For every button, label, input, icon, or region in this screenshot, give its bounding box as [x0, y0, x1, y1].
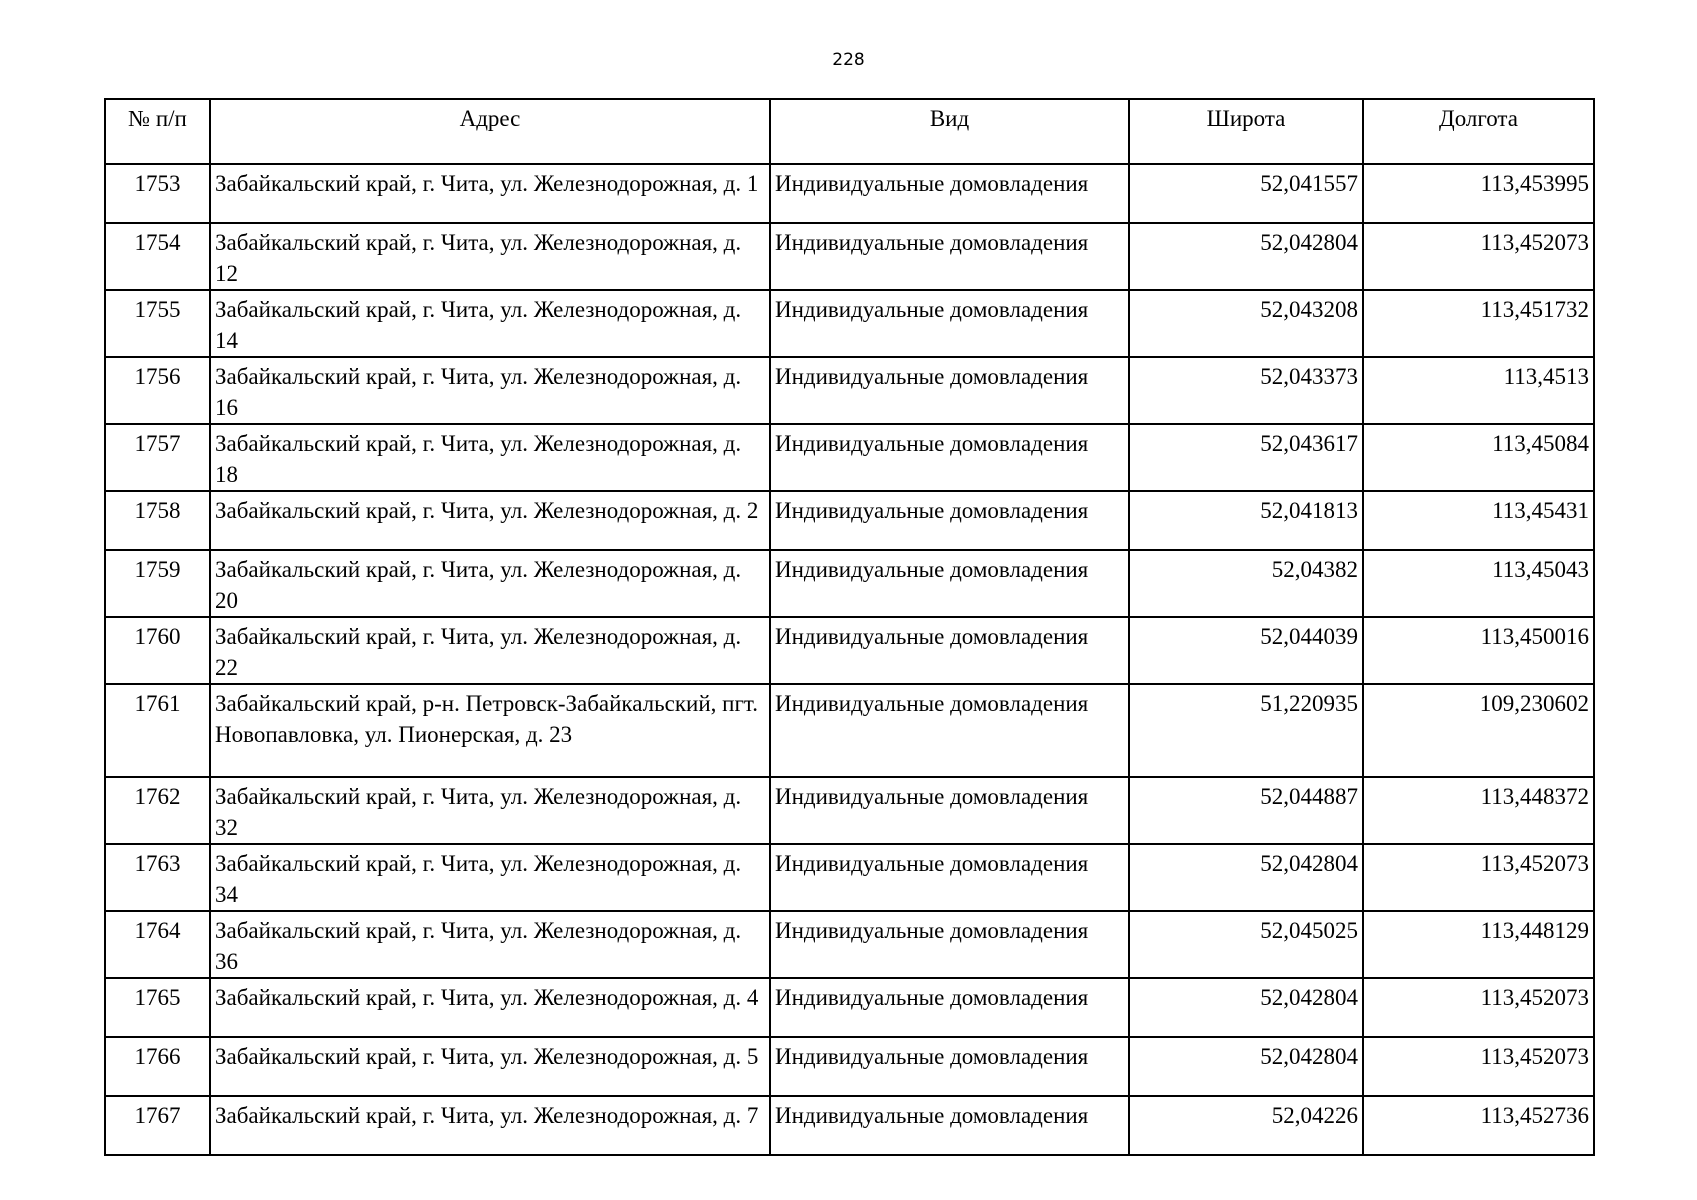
row-kind: Индивидуальные домовладения	[770, 290, 1129, 357]
row-latitude: 51,220935	[1129, 684, 1363, 777]
row-kind: Индивидуальные домовладения	[770, 223, 1129, 290]
table-row	[105, 684, 1594, 777]
table-row	[105, 491, 1594, 550]
table-row	[105, 978, 1594, 1037]
row-longitude: 113,4513	[1363, 357, 1594, 424]
table-row	[105, 424, 1594, 491]
table-row	[105, 550, 1594, 617]
row-latitude: 52,042804	[1129, 844, 1363, 911]
table-row	[105, 223, 1594, 290]
row-kind: Индивидуальные домовладения	[770, 684, 1129, 777]
row-kind: Индивидуальные домовладения	[770, 1037, 1129, 1096]
row-kind: Индивидуальные домовладения	[770, 1096, 1129, 1155]
row-num: 1758	[105, 491, 210, 550]
table-body	[105, 164, 1594, 1155]
row-longitude: 113,448372	[1363, 777, 1594, 844]
row-num: 1755	[105, 290, 210, 357]
row-kind: Индивидуальные домовладения	[770, 617, 1129, 684]
row-num: 1756	[105, 357, 210, 424]
row-latitude: 52,045025	[1129, 911, 1363, 978]
row-address: Забайкальский край, г. Чита, ул. Железнодорожная, д. 22	[210, 617, 770, 684]
row-latitude: 52,042804	[1129, 978, 1363, 1037]
row-kind: Индивидуальные домовладения	[770, 164, 1129, 223]
row-latitude: 52,043373	[1129, 357, 1363, 424]
table-row	[105, 1037, 1594, 1096]
table-row	[105, 844, 1594, 911]
row-longitude: 113,452073	[1363, 844, 1594, 911]
page-number: 228	[832, 50, 865, 70]
row-longitude: 113,453995	[1363, 164, 1594, 223]
row-address: Забайкальский край, г. Чита, ул. Железнодорожная, д. 34	[210, 844, 770, 911]
row-latitude: 52,044887	[1129, 777, 1363, 844]
row-longitude: 113,448129	[1363, 911, 1594, 978]
row-address: Забайкальский край, р-н. Петровск-Забайкальский, пгт. Новопавловка, ул. Пионерская, д. 23	[210, 684, 770, 777]
table-row	[105, 777, 1594, 844]
row-num: 1754	[105, 223, 210, 290]
row-kind: Индивидуальные домовладения	[770, 844, 1129, 911]
table-row	[105, 357, 1594, 424]
row-num: 1759	[105, 550, 210, 617]
row-num: 1764	[105, 911, 210, 978]
row-latitude: 52,042804	[1129, 223, 1363, 290]
row-kind: Индивидуальные домовладения	[770, 550, 1129, 617]
row-address: Забайкальский край, г. Чита, ул. Железнодорожная, д. 7	[210, 1096, 770, 1155]
header-latitude: Широта	[1129, 99, 1363, 164]
table-row	[105, 1096, 1594, 1155]
row-latitude: 52,042804	[1129, 1037, 1363, 1096]
row-num: 1761	[105, 684, 210, 777]
row-num: 1763	[105, 844, 210, 911]
row-latitude: 52,043617	[1129, 424, 1363, 491]
row-address: Забайкальский край, г. Чита, ул. Железнодорожная, д. 32	[210, 777, 770, 844]
row-longitude: 113,452073	[1363, 978, 1594, 1037]
row-address: Забайкальский край, г. Чита, ул. Железнодорожная, д. 12	[210, 223, 770, 290]
row-num: 1765	[105, 978, 210, 1037]
row-num: 1766	[105, 1037, 210, 1096]
row-longitude: 113,451732	[1363, 290, 1594, 357]
header-num: № п/п	[105, 99, 210, 164]
row-address: Забайкальский край, г. Чита, ул. Железнодорожная, д. 2	[210, 491, 770, 550]
row-longitude: 113,45084	[1363, 424, 1594, 491]
row-longitude: 113,452073	[1363, 1037, 1594, 1096]
row-longitude: 113,45043	[1363, 550, 1594, 617]
row-address: Забайкальский край, г. Чита, ул. Железнодорожная, д. 1	[210, 164, 770, 223]
row-latitude: 52,044039	[1129, 617, 1363, 684]
header-kind: Вид	[770, 99, 1129, 164]
row-kind: Индивидуальные домовладения	[770, 911, 1129, 978]
address-table	[104, 98, 1595, 1156]
row-kind: Индивидуальные домовладения	[770, 777, 1129, 844]
header-row	[105, 99, 1594, 164]
row-kind: Индивидуальные домовладения	[770, 424, 1129, 491]
row-num: 1753	[105, 164, 210, 223]
row-latitude: 52,041557	[1129, 164, 1363, 223]
row-latitude: 52,04382	[1129, 550, 1363, 617]
row-address: Забайкальский край, г. Чита, ул. Железнодорожная, д. 20	[210, 550, 770, 617]
row-address: Забайкальский край, г. Чита, ул. Железнодорожная, д. 36	[210, 911, 770, 978]
table-row	[105, 164, 1594, 223]
row-address: Забайкальский край, г. Чита, ул. Железнодорожная, д. 16	[210, 357, 770, 424]
row-address: Забайкальский край, г. Чита, ул. Железнодорожная, д. 14	[210, 290, 770, 357]
row-address: Забайкальский край, г. Чита, ул. Железнодорожная, д. 18	[210, 424, 770, 491]
row-latitude: 52,041813	[1129, 491, 1363, 550]
row-longitude: 113,452073	[1363, 223, 1594, 290]
row-kind: Индивидуальные домовладения	[770, 978, 1129, 1037]
header-longitude: Долгота	[1363, 99, 1594, 164]
row-kind: Индивидуальные домовладения	[770, 357, 1129, 424]
row-latitude: 52,04226	[1129, 1096, 1363, 1155]
header-address: Адрес	[210, 99, 770, 164]
table-row	[105, 617, 1594, 684]
row-num: 1762	[105, 777, 210, 844]
row-longitude: 113,452736	[1363, 1096, 1594, 1155]
row-kind: Индивидуальные домовладения	[770, 491, 1129, 550]
row-num: 1767	[105, 1096, 210, 1155]
row-address: Забайкальский край, г. Чита, ул. Железнодорожная, д. 5	[210, 1037, 770, 1096]
row-num: 1760	[105, 617, 210, 684]
row-num: 1757	[105, 424, 210, 491]
row-longitude: 113,45431	[1363, 491, 1594, 550]
row-longitude: 109,230602	[1363, 684, 1594, 777]
table-row	[105, 290, 1594, 357]
table-row	[105, 911, 1594, 978]
row-latitude: 52,043208	[1129, 290, 1363, 357]
row-address: Забайкальский край, г. Чита, ул. Железнодорожная, д. 4	[210, 978, 770, 1037]
row-longitude: 113,450016	[1363, 617, 1594, 684]
table-header	[105, 99, 1594, 164]
